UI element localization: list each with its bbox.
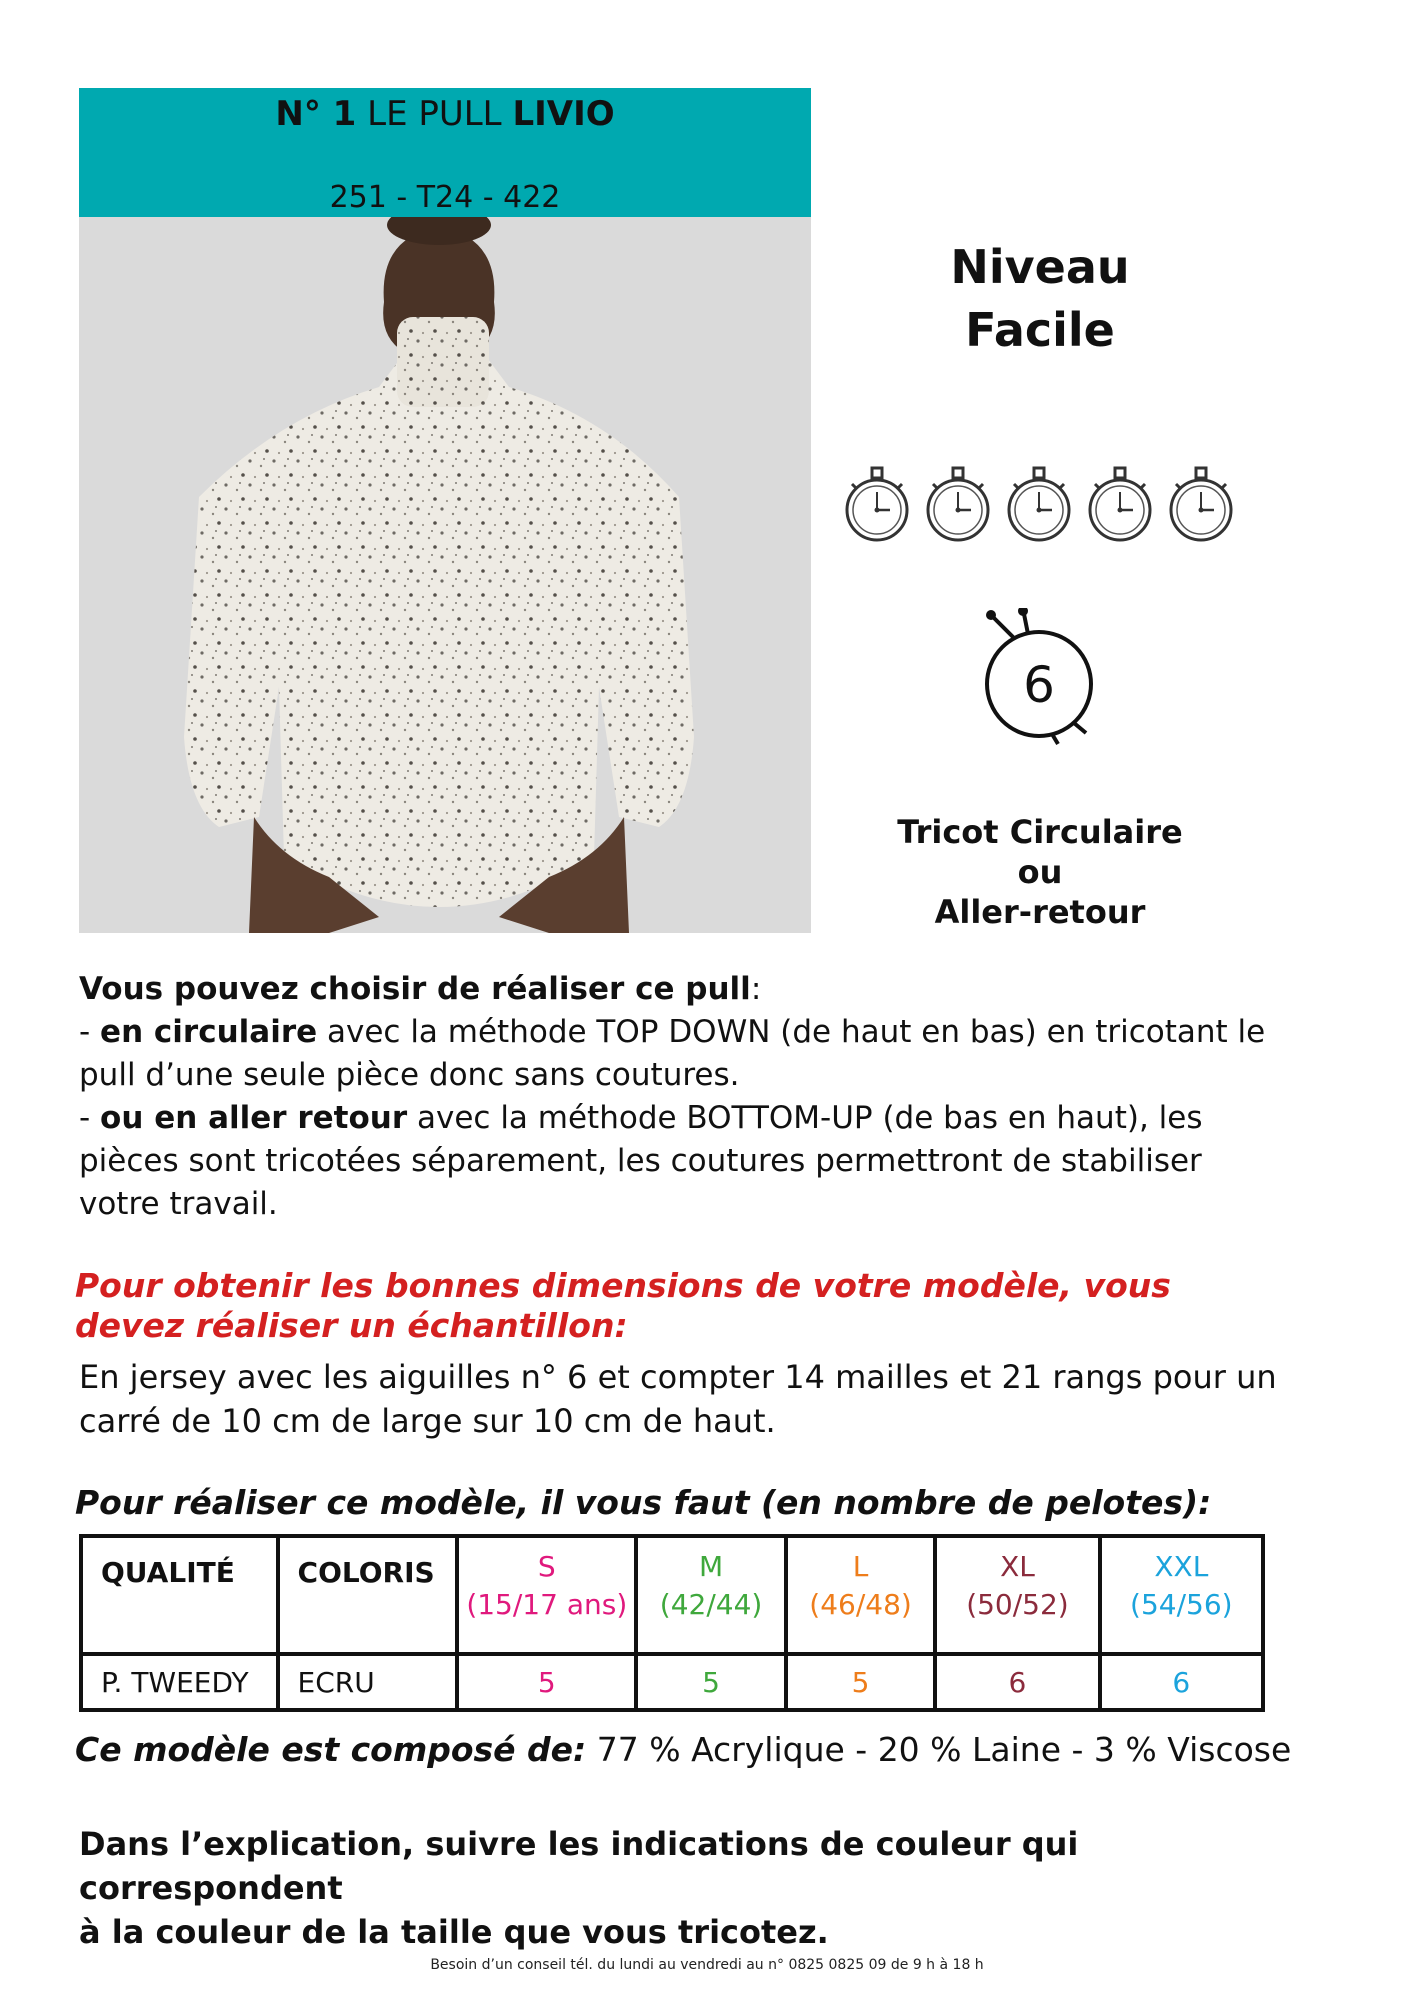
- pattern-title: [79, 92, 811, 136]
- footer-contact: Besoin d’un conseil tél. du lundi au vendredi au n° 0825 0825 09 de 9 h à 18 h: [430, 1957, 984, 1973]
- stopwatch-icon: [928, 468, 988, 540]
- cell-size-m: 5: [636, 1654, 786, 1710]
- size-xl-range: (50/52): [966, 1588, 1069, 1621]
- stopwatch-icons: [838, 462, 1238, 546]
- size-s-label: S: [537, 1550, 556, 1583]
- gauge-heading: Pour obtenir les bonnes dimensions de votre modèle, vous devez réaliser un échantillon:: [75, 1266, 1171, 1345]
- header-quality: QUALITÉ: [81, 1536, 278, 1654]
- size-xxl-label: XXL: [1154, 1550, 1209, 1583]
- method-line1: Tricot Circulaire: [897, 813, 1183, 851]
- stopwatch-icon: [1009, 468, 1069, 540]
- instruction-line1: Dans l’explication, suivre les indications de couleur qui correspondent: [79, 1825, 1079, 1907]
- level-value: Facile: [965, 303, 1115, 357]
- cell-size-xxl: 6: [1100, 1654, 1263, 1710]
- option-circular: [79, 1011, 1279, 1097]
- composition-label: Ce modèle est composé de:: [75, 1730, 587, 1769]
- header-size-xl: [935, 1536, 1099, 1654]
- option-circular-text: avec la méthode TOP DOWN (de haut en bas) en tricotant le pull d’une seule pièce donc sans coutures.: [79, 1014, 1266, 1093]
- option-circular-dash: -: [79, 1014, 101, 1050]
- composition-value: 77 % Acrylique - 20 % Laine - 3 % Viscose: [586, 1730, 1292, 1769]
- instruction-line2: à la couleur de la taille que vous tricotez.: [79, 1913, 829, 1951]
- size-m-range: (42/44): [659, 1588, 763, 1621]
- cell-size-s: 5: [457, 1654, 636, 1710]
- method-line2: ou: [1017, 853, 1063, 891]
- pattern-name: LIVIO: [512, 94, 615, 134]
- option-flat-label: ou en aller retour: [100, 1100, 408, 1136]
- header-color: COLORIS: [278, 1536, 458, 1654]
- time-rating: [838, 462, 1238, 546]
- table-row: [81, 1654, 1263, 1710]
- size-xxl-range: (54/56): [1130, 1588, 1233, 1621]
- intro-heading: [79, 968, 1279, 1011]
- size-l-range: (46/48): [809, 1588, 912, 1621]
- option-flat-dash: -: [79, 1100, 101, 1136]
- option-flat-text: avec la méthode BOTTOM-UP (de bas en haut), les pièces sont tricotées séparement, les coutures permettront de stabiliser votre travail.: [79, 1100, 1203, 1222]
- yarn-table: [79, 1534, 1265, 1712]
- model-photo: [79, 217, 811, 933]
- size-xl-label: XL: [1000, 1550, 1035, 1583]
- cell-quality: P. TWEEDY: [81, 1654, 278, 1710]
- knitting-method: [880, 812, 1200, 932]
- title-banner: [79, 88, 811, 217]
- needle-size-value: 6: [1023, 656, 1055, 714]
- gauge-text: En jersey avec les aiguilles n° 6 et compter 14 mailles et 21 rangs pour un carré de 10 cm de large sur 10 cm de haut.: [79, 1358, 1277, 1440]
- method-line3: Aller-retour: [934, 893, 1146, 931]
- stopwatch-icon: [847, 468, 907, 540]
- header-size-s: [457, 1536, 636, 1654]
- composition: [75, 1728, 1325, 1772]
- cell-color: ECRU: [278, 1654, 458, 1710]
- sweater-model-illustration: [79, 217, 811, 933]
- option-flat: [79, 1097, 1279, 1226]
- yarn-heading: Pour réaliser ce modèle, il vous faut (en nombre de pelotes):: [75, 1483, 1212, 1522]
- header-size-l: [786, 1536, 936, 1654]
- pattern-title-middle: LE PULL: [356, 94, 513, 134]
- knitting-needle-icon: [976, 608, 1106, 748]
- size-l-label: L: [852, 1550, 869, 1583]
- cell-size-l: 5: [786, 1654, 936, 1710]
- intro-section: [79, 968, 1279, 1226]
- intro-heading-text: Vous pouvez choisir de réaliser ce pull: [79, 971, 751, 1007]
- difficulty-level: [890, 236, 1190, 362]
- color-instruction: [79, 1822, 1329, 1954]
- needle-size-badge: [976, 608, 1106, 748]
- intro-heading-suffix: :: [750, 971, 762, 1007]
- option-circular-label: en circulaire: [100, 1014, 318, 1050]
- header-size-m: [636, 1536, 786, 1654]
- table-header-row: [81, 1536, 1263, 1654]
- pattern-number: N° 1: [275, 94, 357, 134]
- level-label: Niveau: [950, 240, 1130, 294]
- header-size-xxl: [1100, 1536, 1263, 1654]
- size-m-label: M: [698, 1550, 724, 1583]
- stopwatch-icon: [1171, 468, 1231, 540]
- cell-size-xl: 6: [935, 1654, 1099, 1710]
- size-s-range: (15/17 ans): [466, 1588, 628, 1621]
- pattern-reference: 251 - T24 - 422: [329, 180, 561, 215]
- stopwatch-icon: [1090, 468, 1150, 540]
